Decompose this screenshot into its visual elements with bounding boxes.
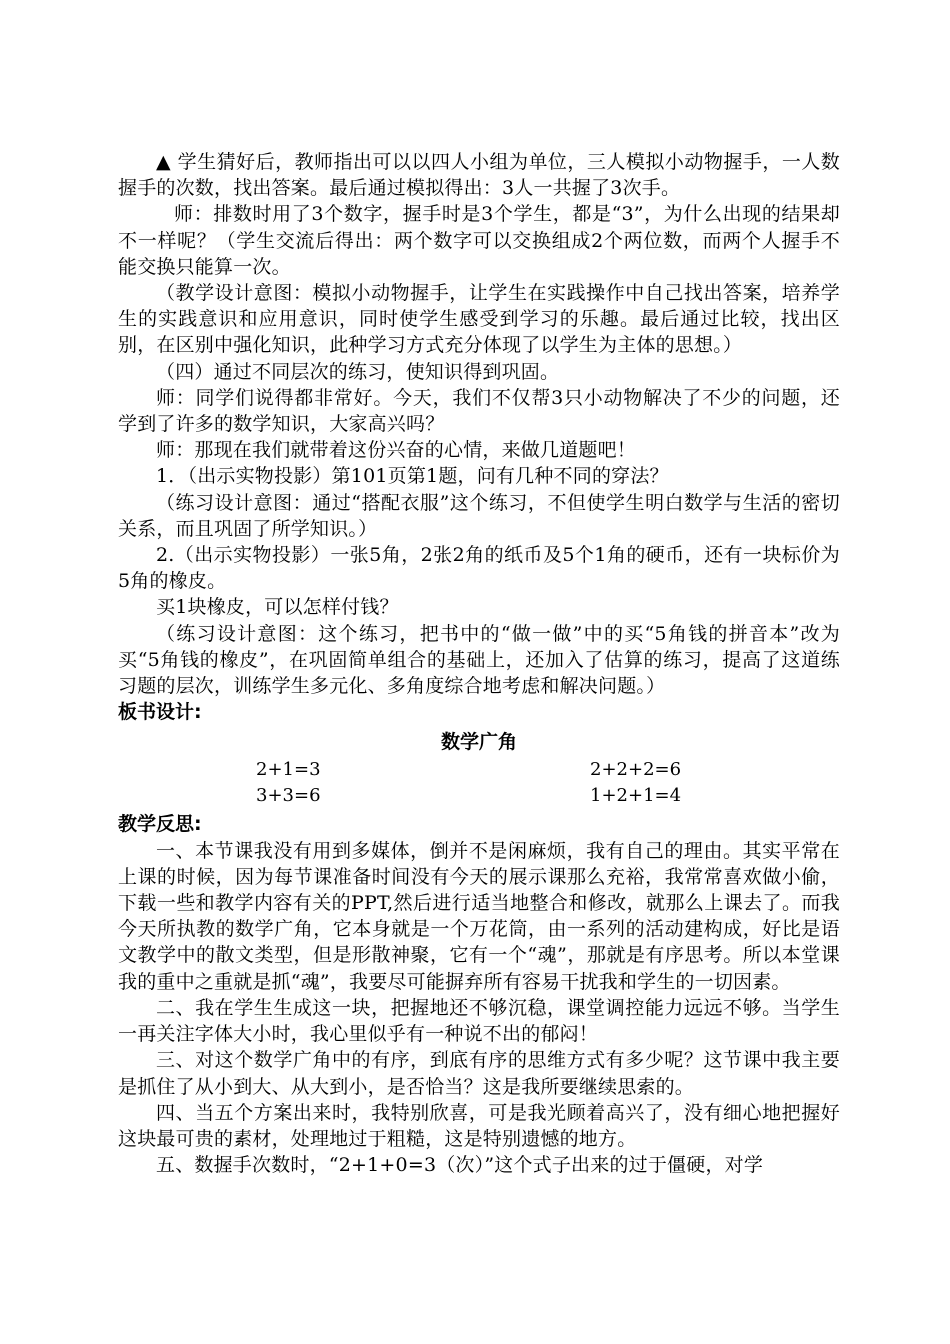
paragraph-section-four: （四）通过不同层次的练习，使知识得到巩固。: [156, 360, 560, 383]
paragraph-design-intent-2: （练习设计意图：通过“搭配衣服”这个练习，不但使学生明白数学与生活的密切关系，而且巩固了所学知识。）: [118, 491, 840, 540]
reflection-paragraph-1: 一、本节课我没有用到多媒体，倒并不是闲麻烦，我有自己的理由。其实平常在上课的时候，因为每节课准备时间没有今天的展示课那么充裕，我常常喜欢做小偷，下载一些和教学内容有关的PPT,然后进行适当地整合和修改，就那么上课去了。而我今天所执教的数学广角，它本身就是一个万花筒，由一系列的活动建构成，好比是语文教学中的散文类型，但是形散神聚，它有一个“魂”，那就是有序思考。所以本堂课我的重中之重就是抓“魂”，我要尽可能摒弃所有容易干扰我和学生的一切因素。: [118, 839, 840, 993]
paragraph-design-intent-3: （练习设计意图：这个练习，把书中的“做一做”中的买“5角钱的拼音本”改为买“5角钱的橡皮”，在巩固简单组合的基础上，还加入了估算的练习，提高了这道练习题的层次，训练学生多元化、多角度综合地考虑和解决问题。）: [118, 622, 840, 698]
paragraph-teacher-question: 师：排数时用了3个数字，握手时是3个学生，都是“3”，为什么出现的结果却不一样呢？（学生交流后得出：两个数字可以交换组成2个两位数，而两个人握手不能交换只能算一次。: [118, 203, 840, 278]
board-equation: 2+2+2=6: [590, 759, 682, 781]
paragraph-teacher-praise: 师：同学们说得都非常好。今天，我们不仅帮3只小动物解决了不少的问题，还学到了许多的数学知识，大家高兴吗？: [118, 386, 840, 436]
board-design-heading: 板书设计:: [118, 701, 202, 724]
paragraph-exercise-2: 2.（出示实物投影）一张5角，2张2角的纸币及5个1角的硬币，还有一块标价为5角的橡皮。: [118, 544, 840, 593]
board-row-2: [118, 785, 840, 811]
reflection-heading: 教学反思:: [118, 813, 202, 836]
paragraph-design-intent-1: （教学设计意图：模拟小动物握手，让学生在实践操作中自己找出答案，培养学生的实践意识和应用意识，同时使学生感受到学习的乐趣。最后通过比较，找出区别，在区别中强化知识，此种学习方式充分体现了以学生为主体的思想。）: [118, 282, 840, 357]
board-equation: 1+2+1=4: [590, 785, 682, 807]
paragraph-student-guess: ▲ 学生猜好后，教师指出可以以四人小组为单位，三人模拟小动物握手，一人数握手的次数，找出答案。最后通过模拟得出：3人一共握了3次手。: [118, 151, 840, 200]
reflection-paragraph-4: 四、当五个方案出来时，我特别欣喜，可是我光顾着高兴了，没有细心地把握好这块最可贵的素材，处理地过于粗糙，这是特别遗憾的地方。: [118, 1101, 840, 1150]
paragraph-exercise-1: 1．（出示实物投影）第101页第1题，问有几种不同的穿法？: [156, 465, 669, 488]
reflection-paragraph-3: 三、对这个数学广角中的有序，到底有序的思维方式有多少呢？这节课中我主要是抓住了从小到大、从大到小，是否恰当？这是我所要继续思索的。: [118, 1049, 840, 1098]
board-row-1: [118, 759, 840, 785]
reflection-paragraph-5: 五、数握手次数时，“2+1+0=3（次）”这个式子出来的过于僵硬，对学: [156, 1154, 764, 1177]
board-title: 数学广角: [440, 731, 517, 754]
paragraph-exercise-2-question: 买1块橡皮，可以怎样付钱？: [156, 596, 399, 619]
paragraph-teacher-exercise: 师：那现在我们就带着这份兴奋的心情，来做几道题吧！: [156, 439, 637, 462]
board-equation: 3+3=6: [256, 785, 321, 807]
reflection-paragraph-2: 二、我在学生生成这一块，把握地还不够沉稳，课堂调控能力远远不够。当学生一再关注字体大小时，我心里似乎有一种说不出的郁闷！: [118, 996, 840, 1046]
board-equation: 2+1=3: [256, 759, 321, 781]
document-body: [118, 149, 840, 1178]
